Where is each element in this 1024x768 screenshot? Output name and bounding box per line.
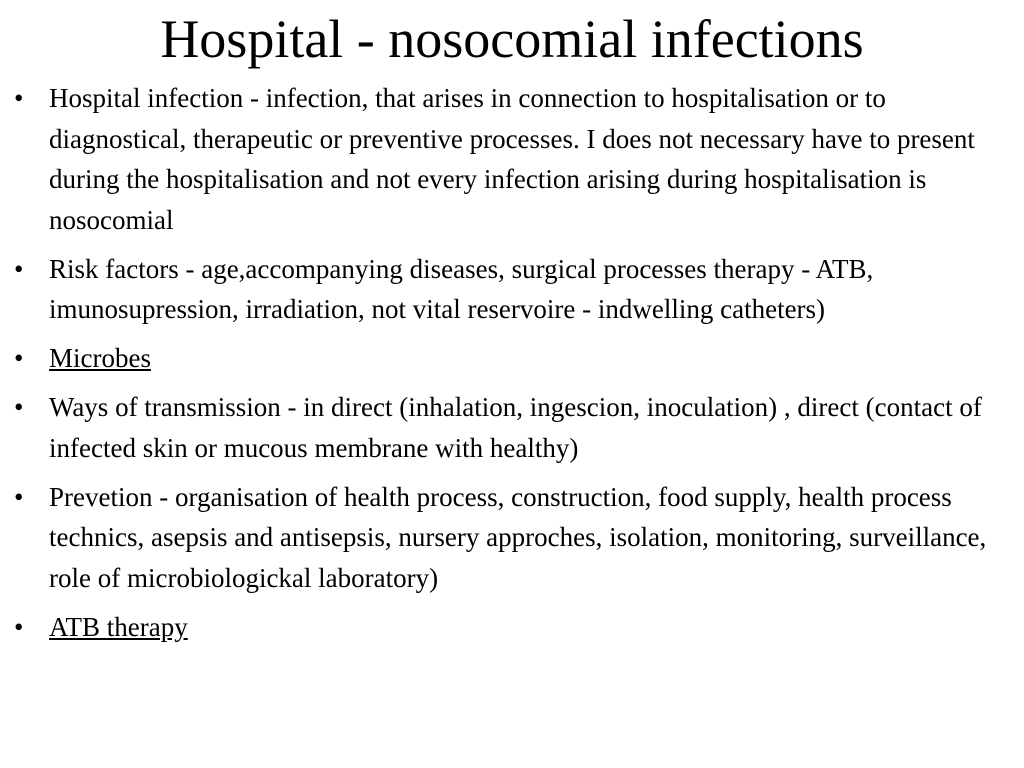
bullet-icon: •	[14, 481, 24, 512]
bullet-text-prevention: Prevetion - organisation of health process, construction, food supply, health process technics, asepsis and antisepsis, nursery approches, isolation, monitoring, surveillance, role of microbiologickal laboratory)	[49, 481, 987, 593]
bullet-list	[14, 78, 1016, 656]
slide-title: Hospital - nosocomial infections	[160, 9, 864, 69]
bullet-icon: •	[14, 611, 24, 642]
bullet-icon: •	[14, 253, 24, 284]
bullet-text-risk-factors: Risk factors - age,accompanying diseases, surgical processes therapy - ATB, imunosupression, irradiation, not vital reservoire - indwelling catheters)	[49, 253, 874, 324]
bullet-item-microbes	[14, 338, 1016, 379]
bullet-icon: •	[14, 392, 24, 422]
bullet-text-transmission: Ways of transmission - in direct (inhalation, ingescion, inoculation) , direct (contact of infected skin or mucous membrane with healthy)	[49, 392, 982, 463]
atb-therapy-link[interactable]: ATB therapy	[49, 611, 188, 642]
bullet-text-definition: Hospital infection - infection, that arises in connection to hospitalisation or to diagnostical, therapeutic or preventive processes. I does not necessary have to present during the hospitalisation and not every infection arising during hospitalisation is nosocomial	[49, 83, 975, 235]
microbes-link[interactable]: Microbes	[49, 343, 151, 373]
bullet-item-risk-factors	[14, 249, 1016, 330]
bullet-item-transmission	[14, 387, 1016, 468]
bullet-icon: •	[14, 83, 24, 113]
bullet-item-atb-therapy	[14, 607, 1016, 648]
bullet-icon: •	[14, 343, 24, 373]
bullet-item-definition	[14, 78, 1016, 240]
bullet-item-prevention	[14, 477, 1016, 599]
